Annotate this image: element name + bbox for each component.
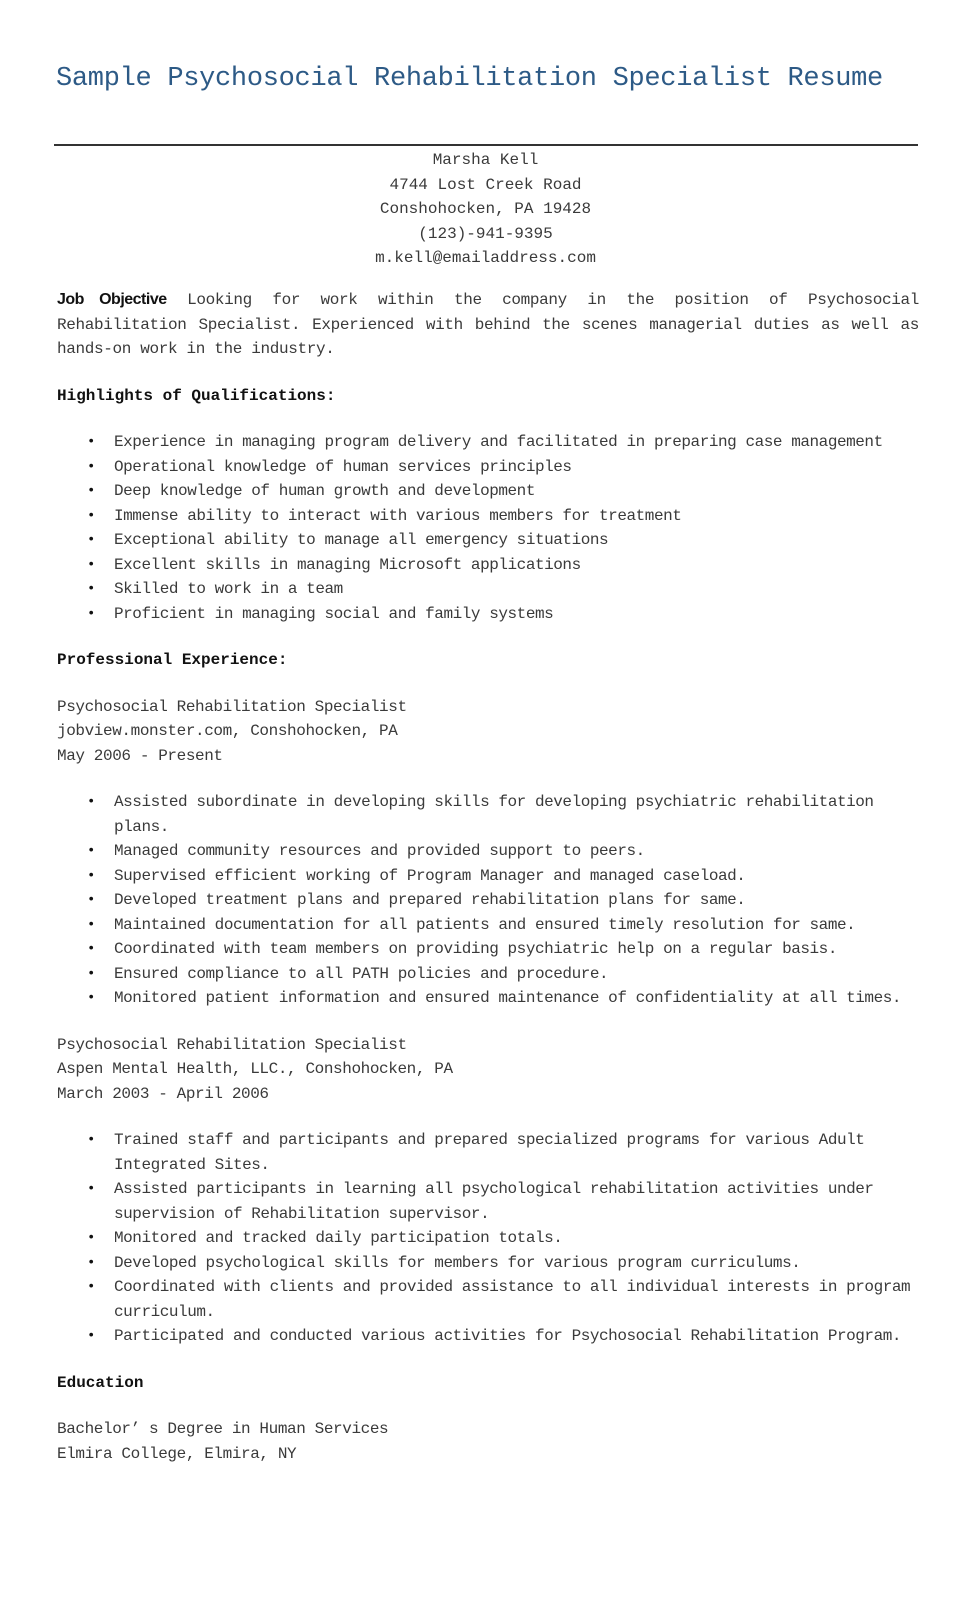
job-entry — [57, 1033, 919, 1107]
header-divider — [54, 144, 918, 146]
list-item: • Assisted participants in learning all psychological rehabilitation activities under supervision of Rehabilitation supervisor. — [114, 1177, 919, 1226]
list-item: • Coordinated with team members on providing psychiatric help on a regular basis. — [114, 937, 919, 962]
job-duties-list — [57, 790, 919, 1011]
education-entry — [57, 1417, 919, 1466]
job-objective-text: Looking for work within the company in the position of Psychosocial Rehabilitation Specialist. Experienced with behind the scenes managerial duties as well as hands-on work in the industry. — [57, 291, 920, 358]
contact-name: Marsha Kell — [432, 151, 539, 169]
resume-body — [57, 288, 919, 1466]
list-item: • Managed community resources and provided support to peers. — [114, 839, 919, 864]
list-item: • Trained staff and participants and prepared specialized programs for various Adult Integrated Sites. — [114, 1128, 919, 1177]
job-company: Aspen Mental Health, LLC., Conshohocken, PA — [57, 1060, 453, 1078]
list-item: • Participated and conducted various activities for Psychosocial Rehabilitation Program. — [114, 1324, 919, 1349]
list-item: • Immense ability to interact with various members for treatment — [114, 504, 919, 529]
job-objective — [57, 288, 919, 362]
list-item: • Monitored patient information and ensured maintenance of confidentiality at all times. — [114, 986, 919, 1011]
qualifications-list — [57, 430, 919, 626]
list-item: • Supervised efficient working of Program Manager and managed caseload. — [114, 864, 919, 889]
qualifications-heading: Highlights of Qualifications: — [57, 386, 336, 405]
contact-street: 4744 Lost Creek Road — [389, 175, 582, 194]
list-item: • Excellent skills in managing Microsoft applications — [114, 553, 919, 578]
contact-city: Conshohocken, PA 19428 — [379, 200, 592, 218]
list-item: • Maintained documentation for all patients and ensured timely resolution for same. — [114, 913, 919, 938]
job-title: Psychosocial Rehabilitation Specialist — [57, 697, 407, 716]
education-school: Elmira College, Elmira, NY — [57, 1444, 297, 1463]
job-dates: May 2006 - Present — [57, 746, 223, 765]
experience-heading: Professional Experience: — [57, 651, 288, 669]
list-item: • Experience in managing program delivery and facilitated in preparing case management — [114, 430, 919, 455]
list-item: • Ensured compliance to all PATH policies and procedure. — [114, 962, 919, 987]
list-item: • Exceptional ability to manage all emergency situations — [114, 528, 919, 553]
job-duties-list — [57, 1128, 919, 1349]
education-heading: Education — [57, 1373, 144, 1392]
contact-block — [0, 148, 971, 271]
list-item: • Developed psychological skills for members for various program curriculums. — [114, 1251, 919, 1276]
list-item: • Skilled to work in a team — [114, 577, 919, 602]
list-item: • Assisted subordinate in developing skills for developing psychiatric rehabilitation plans. — [114, 790, 919, 839]
job-company: jobview.monster.com, Conshohocken, PA — [57, 722, 398, 740]
education-degree: Bachelor’ s Degree in Human Services — [57, 1420, 389, 1438]
list-item: • Monitored and tracked daily participation totals. — [114, 1226, 919, 1251]
job-dates: March 2003 - April 2006 — [57, 1084, 269, 1103]
list-item: • Operational knowledge of human services principles — [114, 455, 919, 480]
list-item: • Coordinated with clients and provided assistance to all individual interests in program curriculum. — [114, 1275, 919, 1324]
page-title: Sample Psychosocial Rehabilitation Specialist Resume — [56, 64, 883, 94]
job-objective-label: Job Objective — [57, 291, 167, 308]
list-item: • Developed treatment plans and prepared rehabilitation plans for same. — [114, 888, 919, 913]
job-entry — [57, 695, 919, 769]
list-item: • Proficient in managing social and family systems — [114, 602, 919, 627]
list-item: • Deep knowledge of human growth and development — [114, 479, 919, 504]
job-title: Psychosocial Rehabilitation Specialist — [57, 1035, 407, 1054]
contact-email: m.kell@emailaddress.com — [375, 249, 596, 267]
contact-phone: (123)-941-9395 — [418, 224, 553, 243]
